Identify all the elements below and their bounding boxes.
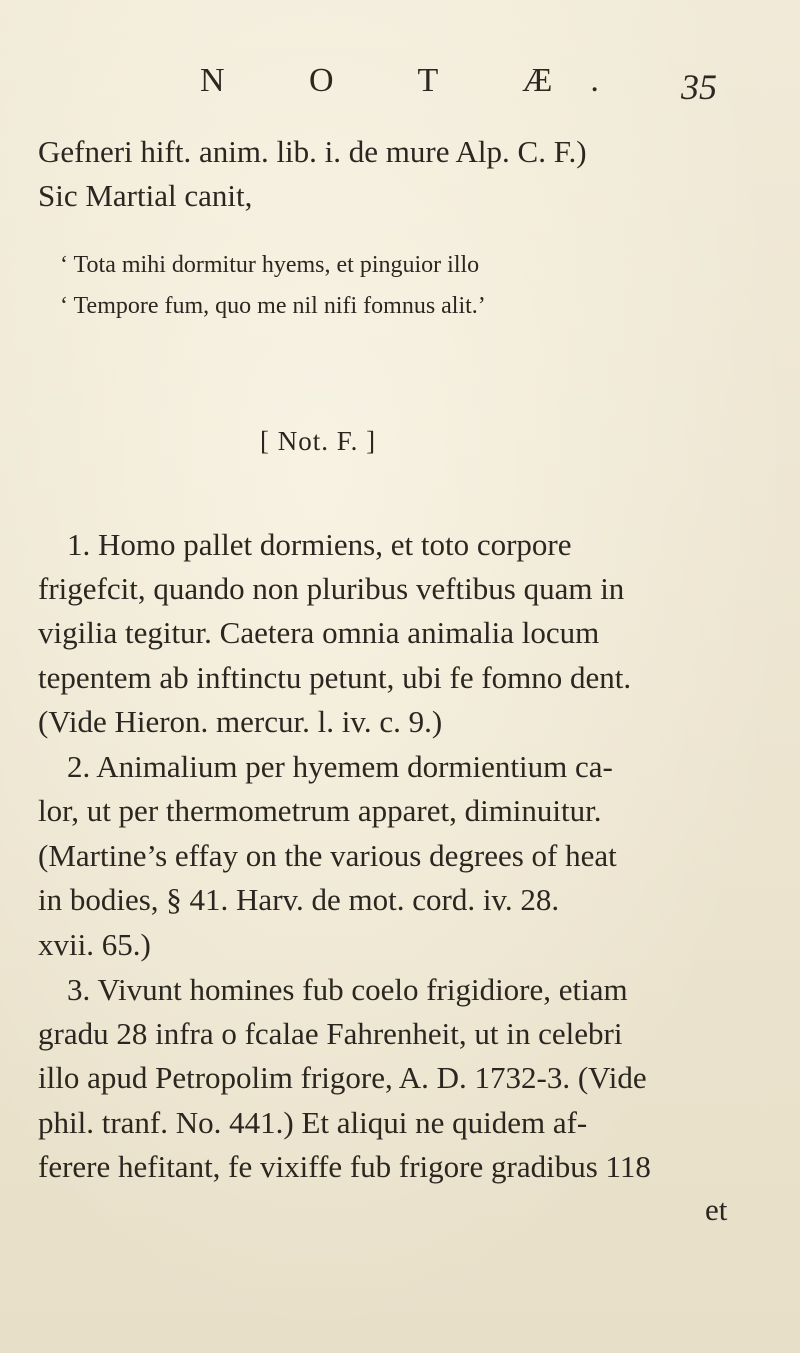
body-line: (Martine’s effay on the various degrees of heat bbox=[38, 838, 617, 873]
body-line: tepentem ab inftinctu petunt, ubi fe fomno dent. bbox=[38, 660, 632, 695]
body-line: ferere hefitant, fe vixiffe fub frigore gradibus 118 bbox=[38, 1149, 651, 1184]
intro-line: Sic Martial canit, bbox=[38, 178, 253, 213]
body-line: frigefcit, quando non pluribus veftibus quam in bbox=[38, 571, 625, 606]
page-number: 35 bbox=[681, 67, 717, 107]
body-line: gradu 28 infra o fcalae Fahrenheit, ut in celebri bbox=[38, 1016, 623, 1051]
body-line: phil. tranf. No. 441.) Et aliqui ne quidem af- bbox=[38, 1105, 588, 1140]
quote-line: ‘ Tempore fum, quo me nil nifi fomnus alit.’ bbox=[60, 293, 486, 319]
body-line: (Vide Hieron. mercur. l. iv. c. 9.) bbox=[38, 704, 443, 739]
running-head: N O T Æ. bbox=[200, 62, 637, 99]
note-reference: [ Not. F. ] bbox=[260, 426, 377, 456]
catchword: et bbox=[705, 1192, 728, 1227]
quote-line: ‘ Tota mihi dormitur hyems, et pinguior illo bbox=[60, 252, 480, 278]
body-line: 1. Homo pallet dormiens, et toto corpore bbox=[67, 527, 572, 562]
body-line: illo apud Petropolim frigore, A. D. 1732-3. (Vide bbox=[38, 1060, 647, 1095]
body-line: in bodies, § 41. Harv. de mot. cord. iv. 28. bbox=[38, 882, 560, 917]
body-line: lor, ut per thermometrum apparet, diminuitur. bbox=[38, 793, 602, 828]
body-line: 2. Animalium per hyemem dormientium ca- bbox=[67, 749, 613, 784]
intro-line: Gefneri hift. anim. lib. i. de mure Alp. C. F.) bbox=[38, 134, 587, 169]
body-line: xvii. 65.) bbox=[38, 927, 151, 962]
body-line: vigilia tegitur. Caetera omnia animalia locum bbox=[38, 615, 600, 650]
body-line: 3. Vivunt homines fub coelo frigidiore, etiam bbox=[67, 972, 628, 1007]
